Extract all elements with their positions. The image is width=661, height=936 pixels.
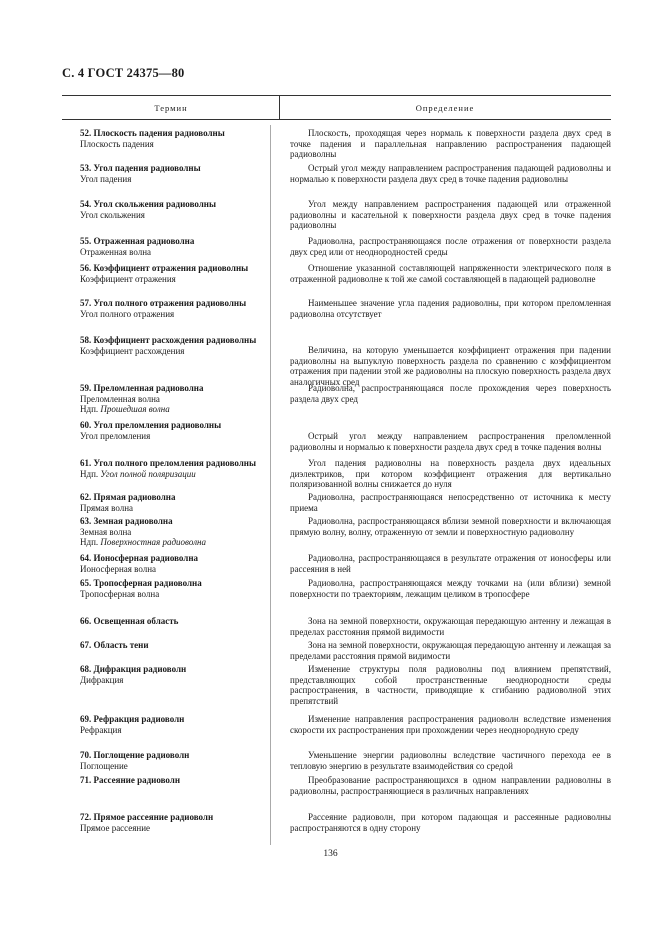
table-header-rule [62,119,611,120]
short-term: Тропосферная волна [80,588,160,599]
short-term: Коэффициент расхождения [80,345,185,356]
short-term: Плоскость падения [80,138,154,149]
term-cell [80,616,266,627]
term-name: 54. Угол скольжения радиоволны [80,199,217,209]
term-cell [80,812,266,833]
definition-cell: Радиоволна, распространяющаяся после отражения от поверхности раздела двух сред или от неоднородностей среды [290,236,611,257]
term-name: 56. Коэффициент отражения радиоволны [80,263,249,273]
term-cell [80,775,266,786]
term-name: 60. Угол преломления радиоволны [80,420,222,430]
term-cell [80,236,266,257]
definition-cell: Острый угол между направлением распространения преломленной радиоволны и нормалью к поверхности раздела двух сред в точке падения волны [290,431,611,452]
definition-cell: Радиоволна, распространяющаяся после прохождения через поверхность раздела двух сред [290,383,611,404]
definition-cell: Зона на земной поверхности, окружающая передающую антенну и лежащая за пределами расстояния прямой видимости [290,640,611,661]
definition-cell: Зона на земной поверхности, окружающая передающую антенну и лежащая в пределах расстояния прямой видимости [290,616,611,637]
term-name: 59. Преломленная радиоволна [80,383,204,393]
short-term: Преломленная волна [80,393,160,404]
deprecated-term [80,469,266,480]
term-name: 68. Дифракция радиоволн [80,664,187,674]
definition-cell: Отношение указанной составляющей напряженности электрического поля в отраженной радиоволне к той же самой составляющей в падающей радиоволне [290,263,611,284]
term-name: 53. Угол падения радиоволны [80,163,201,173]
term-name: 61. Угол полного преломления радиоволны [80,458,257,468]
term-cell [80,163,266,184]
page-number: 136 [323,849,338,859]
term-cell [80,714,266,735]
short-term: Отраженная волна [80,246,152,257]
term-name: 66. Освещенная область [80,616,179,626]
definition-column-header: Определение [415,103,475,113]
deprecated-term [80,537,266,548]
term-cell [80,578,266,599]
definition-cell: Радиоволна, распространяющаяся вблизи земной поверхности и включающая прямую волну, волну, отраженную от земли и поверхностную радиоволну [290,516,611,537]
definition-cell: Радиоволна, распространяющаяся между точками на (или вблизи) земной поверхности по траекториям, лежащим целиком в тропосфере [290,578,611,599]
definition-cell: Угол между направлением распространения падающей или отраженной радиоволны и касательной к поверхности раздела двух сред в точке падения радиоволны [290,199,611,231]
term-cell [80,640,266,651]
definition-cell: Величина, на которую уменьшается коэффициент отражения при падении радиоволны на выпуклую поверхность раздела по сравнению с коэффициентом отражения при падении этой же радиоволны на плоскую поверхность раздела двух аналогичных сред [290,345,611,387]
term-name: 64. Ионосферная радиоволна [80,553,199,563]
short-term: Земная волна [80,526,132,537]
short-term: Прямая волна [80,502,134,513]
short-term: Угол скольжения [80,209,145,220]
short-term: Прямое рассеяние [80,822,151,833]
term-cell [80,199,266,220]
column-guide [270,125,271,845]
short-term: Угол падения [80,173,132,184]
term-name: 71. Рассеяние радиоволн [80,775,181,785]
term-cell [80,553,266,574]
page-header: С. 4 ГОСТ 24375—80 [62,66,185,80]
deprecated-label: Ндп. [80,537,99,548]
short-term: Рефракция [80,724,122,735]
definition-cell: Радиоволна, распространяющаяся в результате отражения от ионосферы или рассеяния в ней [290,553,611,574]
term-name: 69. Рефракция радиоволн [80,714,185,724]
term-name: 65. Тропосферная радиоволна [80,578,202,588]
term-name: 58. Коэффициент расхождения радиоволны [80,335,257,345]
term-name: 55. Отраженная радиоволна [80,236,195,246]
short-term: Угол полного отражения [80,308,175,319]
deprecated-label: Ндп. [80,404,99,415]
term-cell [80,664,266,685]
term-cell [80,458,266,479]
deprecated-term [80,404,266,415]
definition-cell: Радиоволна, распространяющаяся непосредственно от источника к месту приема [290,492,611,513]
term-cell [80,128,266,149]
short-term: Коэффициент отражения [80,273,176,284]
term-cell [80,516,266,548]
deprecated-label: Ндп. [80,468,99,479]
term-cell [80,298,266,319]
term-name: 63. Земная радиоволна [80,516,173,526]
definition-cell: Рассеяние радиоволн, при котором падающая и рассеянные радиоволны распространяются в одну сторону [290,812,611,833]
short-term: Ионосферная волна [80,563,157,574]
term-cell [80,263,266,284]
term-name: 72. Прямое рассеяние радиоволн [80,812,214,822]
term-name: 57. Угол полного отражения радиоволны [80,298,247,308]
definition-cell: Острый угол между направлением распространения падающей радиоволны и нормалью к поверхности раздела двух сред в точке падения радиоволны [290,163,611,184]
term-cell [80,383,266,415]
definition-cell: Плоскость, проходящая через нормаль к поверхности раздела двух сред в точке падения и параллельная направлению распространения падающей радиоволны [290,128,611,160]
short-term: Поглощение [80,760,128,771]
definition-cell: Преобразование распространяющихся в одном направлении радиоволны в радиоволны, распространяющиеся в различных направлениях [290,775,611,796]
definition-cell: Угол падения радиоволны на поверхность раздела двух идеальных диэлектриков, при котором коэффициент отражения для вертикально поляризованной волны снижается до нуля [290,458,611,490]
term-name: 67. Область тени [80,640,149,650]
term-cell [80,420,266,441]
term-name: 70. Поглощение радиоволн [80,750,190,760]
short-term: Угол преломления [80,430,151,441]
definition-cell: Изменение направления распространения радиоволн вследствие изменения скорости их распространения при прохождении через неоднородную среду [290,714,611,735]
definition-cell: Уменьшение энергии радиоволны вследствие частичного перехода ее в тепловую энергию в результате взаимодействия со средой [290,750,611,771]
term-name: 52. Плоскость падения радиоволны [80,128,225,138]
deprecated-value: Поверхностная радиоволна [100,537,206,548]
short-term: Дифракция [80,674,124,685]
term-cell [80,750,266,771]
deprecated-value: Прошедшая волна [100,404,170,415]
definition-cell: Наименьшее значение угла падения радиоволны, при котором преломленная радиоволна отсутствует [290,298,611,319]
table-top-rule [62,95,611,96]
term-cell [80,492,266,513]
term-name: 62. Прямая радиоволна [80,492,176,502]
definition-cell: Изменение структуры поля радиоволны под влиянием препятствий, представляющих собой пространственные неоднородности среды распространения, в частности, приводящие к сгибанию радиоволной этих препятствий [290,664,611,706]
term-column-header: Термин [154,103,188,113]
deprecated-value: Угол полной поляризации [100,468,196,479]
term-cell [80,335,266,356]
